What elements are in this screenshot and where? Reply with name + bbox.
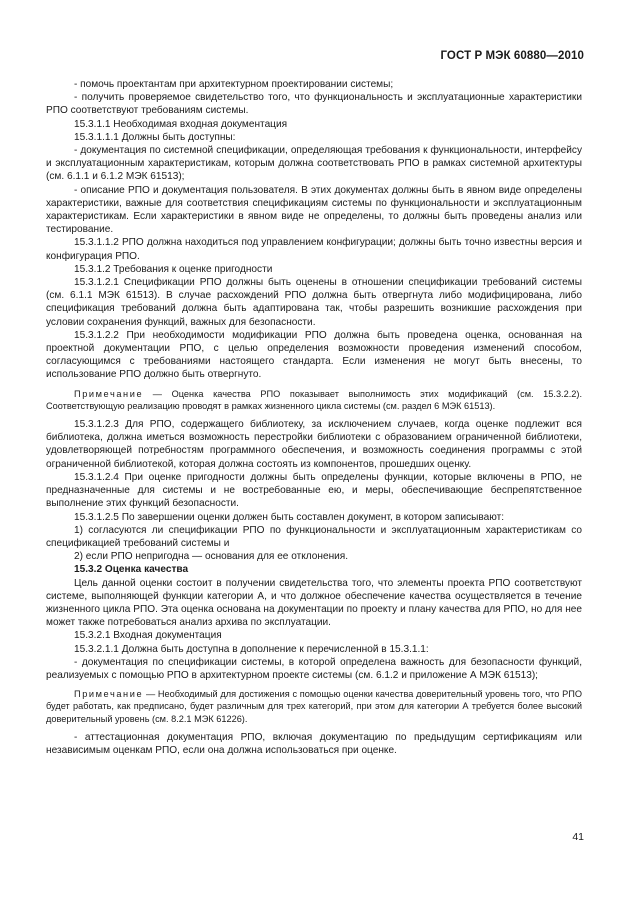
page-number: 41 [572,831,584,843]
paragraph: 15.3.2.1 Входная документация [74,630,222,642]
paragraph: 2) если РПО непригодна — основания для ее отклонения. [74,551,349,563]
note-label: Примечание [74,388,144,399]
note-text: Оценка качества РПО показывает выполнимость этих модификаций (см. 15.3.2.2). Соответствующую реализацию проводят в рамках жизненного цикла системы (см. раздел 6 МЭК 61513). [46,388,582,411]
paragraph: - помочь проектантам при архитектурном проектировании системы; [74,79,394,90]
paragraph: 15.3.1.2.1 Спецификации РПО должны быть оценены в отношении спецификации требований системы (см. 6.1.1 МЭК 61513). В случае расхождений РПО должна быть отвергнута либо модифицирована, либо спецификация требований должна быть адаптирована так, чтобы разрешить возникшие расхождения при условии сохранения функций, важных для безопасности. [46,277,582,328]
paragraph: 15.3.2.1.1 Должна быть доступна в дополнение к перечисленной в 15.3.1.1: [74,643,429,655]
note-label: Примечание [74,689,144,700]
paragraph: 15.3.1.2.5 По завершении оценки должен быть составлен документ, в котором записывают: [74,511,505,523]
note: Примечание — Оценка качества РПО показывает выполнимость этих модификаций (см. 15.3.2.2). Соответствующую реализацию проводят в рамках жизненного цикла системы (см. раздел 6 МЭК 61513). [46,388,582,411]
document-body [46,78,582,757]
paragraph: - документация по спецификации системы, в которой определена важность для безопасности функций, реализуемых с помощью РПО в архитектурном проекте системы (см. 6.1.2 и приложение А МЭК 61513); [46,656,582,681]
paragraph: - документация по системной спецификации, определяющая требования к функциональности, интерфейсу и эксплуатационным характеристикам, которым должна соответствовать РПО в рамках системной архитектуры (см. 6.1.1 и 6.1.2 МЭК 61513); [46,145,582,183]
note: Примечание — Необходимый для достижения с помощью оценки качества доверительный уровень того, что РПО будет работать, как предписано, будет различным для трех категорий, при этом для категории А требуется более высокий доверительный уровень (см. 8.2.1 МЭК 61226). [46,689,582,724]
note-text: Необходимый для достижения с помощью оценки качества доверительный уровень того, что РПО будет работать, как предписано, будет различным для трех категорий, при этом для категории А требуется более высокий доверительный уровень (см. 8.2.1 МЭК 61226). [46,689,582,724]
paragraph: - аттестационная документация РПО, включая документацию по предыдущим сертификациям или независимым оценкам РПО, если она должна использоваться при оценке. [46,731,582,756]
paragraph: Цель данной оценки состоит в получении свидетельства того, что элементы проекта РПО соответствуют системе, выполняющей функции категории А, и что должное обеспечение качества осуществляется в течение жизненного цикла РПО. Эта оценка основана на документации по проекту и плану качества для РПО, но для нее может также потребоваться анализ архива по эксплуатации. [46,577,582,629]
paragraph: - описание РПО и документация пользователя. В этих документах должны быть в явном виде определены характеристики, важные для соответствия спецификациям системы по функциональности и эксплуатационным характеристикам. Если характеристики в явном виде не определены, то должны быть проведены анализ или тестирование. [46,184,582,236]
paragraph: 15.3.1.1.1 Должны быть доступны: [74,131,236,143]
paragraph: 15.3.1.1.2 РПО должна находиться под управлением конфигурации; должны быть точно известны версия и конфигурация РПО. [46,237,582,262]
section-heading: 15.3.2 Оценка качества [74,564,189,576]
paragraph: 1) согласуются ли спецификации РПО по функциональности и эксплуатационным характеристикам со спецификацией требований системы и [46,524,582,549]
document-header: ГОСТ Р МЭК 60880—2010 [440,50,584,62]
paragraph: 15.3.1.2.3 Для РПО, содержащего библиотеку, за исключением случаев, когда оценке подлежит вся библиотека, должна иметься возможность перестройки библиотеки с образованием ограниченной библиотеки, удовлетворяющей потребностям программного обеспечения, и возможность соединения программы с этой ограниченной библиотекой, которая должна состоять из компонентов, прошедших оценку. [46,419,582,470]
paragraph: 15.3.1.2.4 При оценке пригодности должны быть определены функции, которые включены в РПО, не предназначенные для системы и не востребованные ею, и меры, обеспечивающие беспрепятственное выполнение этих функций безопасности. [46,471,582,510]
paragraph: 15.3.1.2.2 При необходимости модификации РПО должна быть проведена оценка, основанная на проектной документации РПО, с целью определения возможности проведения изменений способом, согласующимся с требованиями настоящего стандарта. Если изменения не могут быть внесены, то использование РПО должно быть отвергнуто. [46,329,582,381]
paragraph: 15.3.1.1 Необходимая входная документация [74,118,288,130]
paragraph: - получить проверяемое свидетельство того, что функциональность и эксплуатационные характеристики РПО соответствуют требованиям системы. [46,92,582,117]
paragraph: 15.3.1.2 Требования к оценке пригодности [74,263,273,275]
